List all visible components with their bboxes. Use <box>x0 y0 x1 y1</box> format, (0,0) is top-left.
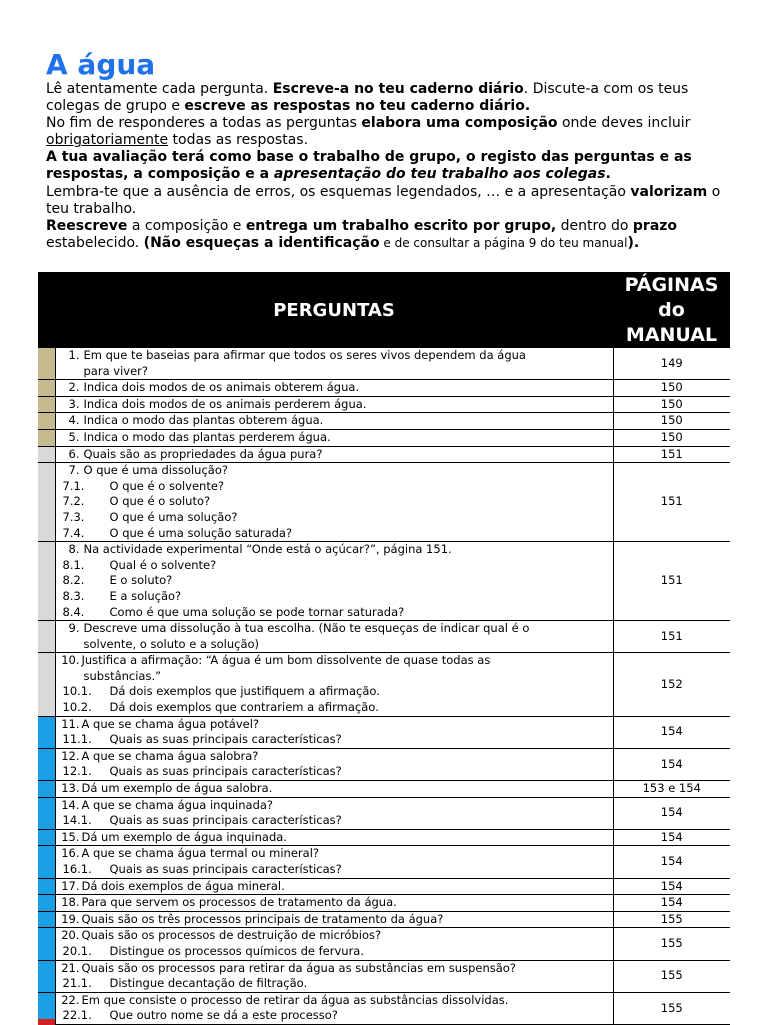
question-line <box>60 912 613 928</box>
sub-question-text: Distingue decantação de filtração. <box>109 976 308 991</box>
instructions-paragraph-3 <box>46 149 746 183</box>
question-line <box>60 397 613 413</box>
questions-table <box>38 272 730 1025</box>
sub-question-text: O que é uma solução? <box>109 509 238 524</box>
question-line <box>60 430 613 446</box>
row-color-bar <box>38 348 55 380</box>
page-reference-cell: 154 <box>613 846 730 878</box>
sub-question-text: O que é o solvente? <box>109 478 225 493</box>
text-bold: Escreve-a no teu caderno diário <box>272 81 524 97</box>
question-cell <box>55 463 613 542</box>
sub-question-number: 16.1. <box>62 862 92 876</box>
page-reference-cell: 151 <box>613 463 730 542</box>
question-text: Quais são os processos de destruição de micróbios? <box>81 928 382 943</box>
header-pages-line-1: PÁGINAS <box>624 273 719 296</box>
next-row-color-bar <box>38 1019 55 1025</box>
row-color-bar <box>38 463 55 542</box>
sub-question-number: 7.1. <box>62 478 85 493</box>
sub-question-number: 10.2. <box>62 700 92 715</box>
sub-question-number: 10.1. <box>62 684 92 699</box>
row-color-bar <box>38 380 55 397</box>
question-line <box>60 798 613 814</box>
sub-question-text: Distingue os processos químicos de fervura. <box>109 943 365 958</box>
sub-question-number: 14.1. <box>62 813 92 828</box>
question-line <box>60 380 613 396</box>
question-line <box>60 413 613 429</box>
text-bold: entrega um trabalho escrito por grupo, <box>245 217 557 234</box>
question-line <box>60 749 613 765</box>
question-text: Indica o modo das plantas perderem água. <box>83 429 331 444</box>
question-number: 22. <box>61 992 80 1007</box>
page-reference-cell: 151 <box>613 621 730 653</box>
page-reference-cell: 154 <box>613 748 730 780</box>
question-line <box>60 463 613 479</box>
page-reference-cell: 150 <box>613 380 730 397</box>
sub-question-number: 8.4. <box>62 604 85 619</box>
text: . Discute-a com os teus colegas de grupo e <box>46 81 689 115</box>
page-reference-cell: 155 <box>613 928 730 960</box>
question-number: 6. <box>68 446 80 461</box>
question-line <box>60 653 613 669</box>
instructions-paragraph-4 <box>46 184 746 218</box>
sub-question-line <box>60 573 613 589</box>
row-color-bar <box>38 781 55 798</box>
row-color-bar <box>38 396 55 413</box>
question-cell <box>55 716 613 748</box>
page-title: A água <box>46 48 156 81</box>
question-cell <box>55 781 613 798</box>
question-text: A que se chama água inquinada? <box>81 797 274 812</box>
page-reference-cell: 154 <box>613 797 730 829</box>
question-number: 12. <box>61 748 80 763</box>
page-reference-cell: 155 <box>613 911 730 928</box>
question-number: 17. <box>61 878 80 893</box>
page-reference-cell: 153 e 154 <box>613 781 730 798</box>
question-number: 14. <box>61 797 80 812</box>
table-row <box>38 797 730 829</box>
table-row <box>38 960 730 992</box>
question-text: Quais são os três processos principais de tratamento da água? <box>81 911 444 926</box>
row-color-bar <box>38 829 55 846</box>
table-row <box>38 542 730 621</box>
question-text: Justifica a afirmação: “A água é um bom dissolvente de quase todas as <box>81 653 491 668</box>
question-number: 20. <box>61 928 80 943</box>
question-cell <box>55 846 613 878</box>
question-number: 15. <box>61 829 80 844</box>
page-reference-cell: 149 <box>613 348 730 380</box>
row-color-bar <box>38 542 55 621</box>
question-cell <box>55 928 613 960</box>
question-text: O que é uma dissolução? <box>83 463 228 478</box>
sub-question-text: O que é uma solução saturada? <box>109 525 293 540</box>
row-color-bar <box>38 878 55 895</box>
sub-question-line <box>60 944 613 960</box>
row-color-bar <box>38 716 55 748</box>
sub-question-line <box>60 479 613 495</box>
table-row <box>38 446 730 463</box>
question-text: Dá dois exemplos de água mineral. <box>81 878 285 893</box>
text-bold: A tua avaliação terá como base o trabalho de grupo, o registo das perguntas e as respostas, a composição e a <box>46 149 692 183</box>
sub-question-text: Quais as suas principais características? <box>109 732 342 747</box>
sub-question-text: Quais as suas principais características? <box>109 813 342 828</box>
row-color-bar <box>38 960 55 992</box>
sub-question-text: Dá dois exemplos que justifiquem a afirmação. <box>109 684 380 699</box>
question-cell <box>55 446 613 463</box>
page-reference-cell: 151 <box>613 542 730 621</box>
question-number: 13. <box>61 781 80 796</box>
question-number: 11. <box>61 716 80 731</box>
question-cell <box>55 797 613 829</box>
question-text: Em que te baseias para afirmar que todos os seres vivos dependem da água <box>83 348 526 362</box>
question-cell <box>55 653 613 716</box>
questions-body <box>38 348 730 1024</box>
table-row <box>38 911 730 928</box>
question-text: A que se chama água potável? <box>81 716 260 731</box>
text: a composição e <box>127 217 246 234</box>
page-reference-cell: 154 <box>613 895 730 912</box>
question-cell <box>55 878 613 895</box>
text-small: e de consultar a página 9 do teu manual <box>379 235 628 250</box>
header-pages-line-3: MANUAL <box>625 323 718 346</box>
text: o teu trabalho. <box>46 183 721 217</box>
question-number: 21. <box>61 960 80 975</box>
text: Lembra-te que a ausência de erros, os esquemas legendados, … e a apresentação <box>46 183 631 200</box>
sub-question-line <box>60 862 613 878</box>
question-number: 3. <box>68 396 80 411</box>
sub-question-line <box>60 589 613 605</box>
table-header-row <box>38 272 730 348</box>
sub-question-text: E a solução? <box>109 588 182 603</box>
text-bold: elabora uma composição <box>361 115 558 132</box>
sub-question-line <box>60 732 613 748</box>
question-text: Em que consiste o processo de retirar da água as substâncias dissolvidas. <box>81 992 509 1007</box>
header-pages <box>613 272 730 348</box>
page-reference-cell: 155 <box>613 960 730 992</box>
question-text: Indica o modo das plantas obterem água. <box>83 413 324 428</box>
table-row <box>38 653 730 716</box>
page-reference-cell: 150 <box>613 413 730 430</box>
question-line <box>60 928 613 944</box>
question-line <box>60 781 613 797</box>
text-bold: escreve as respostas no teu caderno diário. <box>184 98 531 115</box>
row-color-bar <box>38 446 55 463</box>
question-number: 8. <box>68 542 80 557</box>
question-text: A que se chama água termal ou mineral? <box>81 846 319 861</box>
table-row <box>38 429 730 446</box>
sub-question-text: Quais as suas principais características? <box>109 764 342 779</box>
sub-question-line <box>60 700 613 716</box>
sub-question-number: 7.3. <box>62 509 85 524</box>
question-text: A que se chama água salobra? <box>81 748 259 763</box>
instructions-paragraph-1 <box>46 81 746 115</box>
question-line <box>60 542 613 558</box>
table-row <box>38 716 730 748</box>
table-row <box>38 878 730 895</box>
sub-question-number: 11.1. <box>62 732 92 747</box>
instructions-paragraph-2 <box>46 115 746 149</box>
question-text: Dá um exemplo de água inquinada. <box>81 829 287 844</box>
question-line <box>60 830 613 846</box>
question-text: Dá um exemplo de água salobra. <box>81 781 273 796</box>
table-row <box>38 413 730 430</box>
question-text: Quais são as propriedades da água pura? <box>83 446 323 461</box>
text-underlined: obrigatoriamente <box>46 132 169 149</box>
question-text: Para que servem os processos de tratamento da água. <box>81 895 397 910</box>
table-row <box>38 829 730 846</box>
table-row <box>38 621 730 653</box>
page-reference-cell: 150 <box>613 429 730 446</box>
row-color-bar <box>38 846 55 878</box>
sub-question-number: 20.1. <box>62 943 92 958</box>
row-color-bar <box>38 429 55 446</box>
header-bar-cell <box>38 272 55 348</box>
question-cell <box>55 748 613 780</box>
text: No fim de responderes a todas as perguntas <box>46 115 362 132</box>
table-row <box>38 463 730 542</box>
row-color-bar <box>38 928 55 960</box>
sub-question-line <box>60 526 613 542</box>
sub-question-line <box>60 494 613 510</box>
text: dentro do <box>556 217 633 234</box>
question-line <box>60 364 613 380</box>
question-cell <box>55 960 613 992</box>
sub-question-text: O que é o soluto? <box>109 494 211 509</box>
question-line <box>60 621 613 637</box>
question-line <box>60 637 613 653</box>
question-text: Descreve uma dissolução à tua escolha. (Não te esqueças de indicar qual é o <box>83 621 530 636</box>
sub-question-number: 8.3. <box>62 588 85 603</box>
row-color-bar <box>38 748 55 780</box>
sub-question-number: 8.2. <box>62 573 85 588</box>
question-line <box>60 895 613 911</box>
sub-question-line <box>60 558 613 574</box>
question-number: 16. <box>61 846 80 861</box>
text-bold: valorizam <box>630 183 708 200</box>
row-color-bar <box>38 911 55 928</box>
text: Lê atentamente cada pergunta. <box>46 81 273 97</box>
table-row <box>38 895 730 912</box>
row-color-bar <box>38 895 55 912</box>
question-cell <box>55 895 613 912</box>
sub-question-text: Qual é o solvente? <box>109 557 217 572</box>
sub-question-line <box>60 813 613 829</box>
text-bold: (Não esqueças a identificação <box>143 234 380 251</box>
question-number: 18. <box>61 895 80 910</box>
question-cell <box>55 429 613 446</box>
sub-question-number: 22.1. <box>62 1008 92 1023</box>
question-text: solvente, o soluto e a solução) <box>83 636 260 651</box>
instructions-paragraph-5 <box>46 218 746 252</box>
question-cell <box>55 348 613 380</box>
question-text: Indica dois modos de os animais obterem água. <box>83 380 360 395</box>
question-text: Quais são os processos para retirar da água as substâncias em suspensão? <box>81 960 516 975</box>
page-reference-cell: 154 <box>613 716 730 748</box>
table-row <box>38 396 730 413</box>
text-bold: ). <box>627 234 640 251</box>
row-color-bar <box>38 797 55 829</box>
table-row <box>38 781 730 798</box>
sub-question-number: 12.1. <box>62 764 92 779</box>
question-number: 7. <box>68 463 80 478</box>
table-row <box>38 380 730 397</box>
question-line <box>60 669 613 685</box>
question-cell <box>55 380 613 397</box>
question-number: 19. <box>61 911 80 926</box>
text: todas as respostas. <box>168 132 309 149</box>
table-row <box>38 928 730 960</box>
question-text: para viver? <box>83 363 148 378</box>
question-cell <box>55 542 613 621</box>
question-text: Indica dois modos de os animais perderem água. <box>83 396 367 411</box>
question-line <box>60 717 613 733</box>
page-reference-cell: 151 <box>613 446 730 463</box>
question-cell <box>55 413 613 430</box>
text-bold-italic: apresentação do teu trabalho aos colegas <box>273 166 606 183</box>
question-number: 1. <box>68 348 80 362</box>
question-line <box>60 961 613 977</box>
question-number: 9. <box>68 621 80 636</box>
question-line <box>60 993 613 1009</box>
question-cell <box>55 911 613 928</box>
text-bold: prazo <box>632 217 678 234</box>
row-color-bar <box>38 621 55 653</box>
question-cell <box>55 621 613 653</box>
header-questions: PERGUNTAS <box>55 272 613 348</box>
sub-question-number: 21.1. <box>62 976 92 991</box>
text: estabelecido. <box>46 234 144 251</box>
question-line <box>60 447 613 463</box>
sub-question-text: Como é que uma solução se pode tornar saturada? <box>109 604 405 619</box>
row-color-bar <box>38 653 55 716</box>
question-cell <box>55 829 613 846</box>
sub-question-text: Dá dois exemplos que contrariem a afirmação. <box>109 700 379 715</box>
sub-question-text: E o soluto? <box>109 573 173 588</box>
question-number: 10. <box>61 653 80 668</box>
question-cell <box>55 396 613 413</box>
question-line <box>60 846 613 862</box>
page-reference-cell: 152 <box>613 653 730 716</box>
sub-question-number: 8.1. <box>62 557 85 572</box>
header-pages-line-2: do <box>658 298 685 321</box>
instructions <box>46 81 746 252</box>
question-line <box>60 879 613 895</box>
question-number: 4. <box>68 413 80 428</box>
question-line <box>60 348 613 364</box>
table-row <box>38 748 730 780</box>
sub-question-text: Que outro nome se dá a este processo? <box>109 1008 338 1023</box>
question-number: 2. <box>68 380 80 395</box>
table-row <box>38 846 730 878</box>
page-reference-cell: 154 <box>613 829 730 846</box>
sub-question-line <box>60 764 613 780</box>
sub-question-line <box>60 684 613 700</box>
text-bold: Reescreve <box>46 217 128 234</box>
text-bold: . <box>605 166 611 183</box>
row-color-bar <box>38 413 55 430</box>
text: onde deves incluir <box>557 115 691 132</box>
table-row <box>38 348 730 380</box>
sub-question-line <box>60 976 613 992</box>
sub-question-number: 7.4. <box>62 525 85 540</box>
page-reference-cell: 150 <box>613 396 730 413</box>
sub-question-line <box>60 605 613 621</box>
sub-question-text: Quais as suas principais características? <box>109 862 342 876</box>
page-reference-cell: 155 <box>613 992 730 1024</box>
question-text: substâncias.” <box>83 668 162 683</box>
sub-question-line <box>60 510 613 526</box>
next-row-cut <box>38 1019 730 1025</box>
question-number: 5. <box>68 429 80 444</box>
question-text: Na actividade experimental “Onde está o açúcar?”, página 151. <box>83 542 452 557</box>
sub-question-number: 7.2. <box>62 494 85 509</box>
page-reference-cell: 154 <box>613 878 730 895</box>
